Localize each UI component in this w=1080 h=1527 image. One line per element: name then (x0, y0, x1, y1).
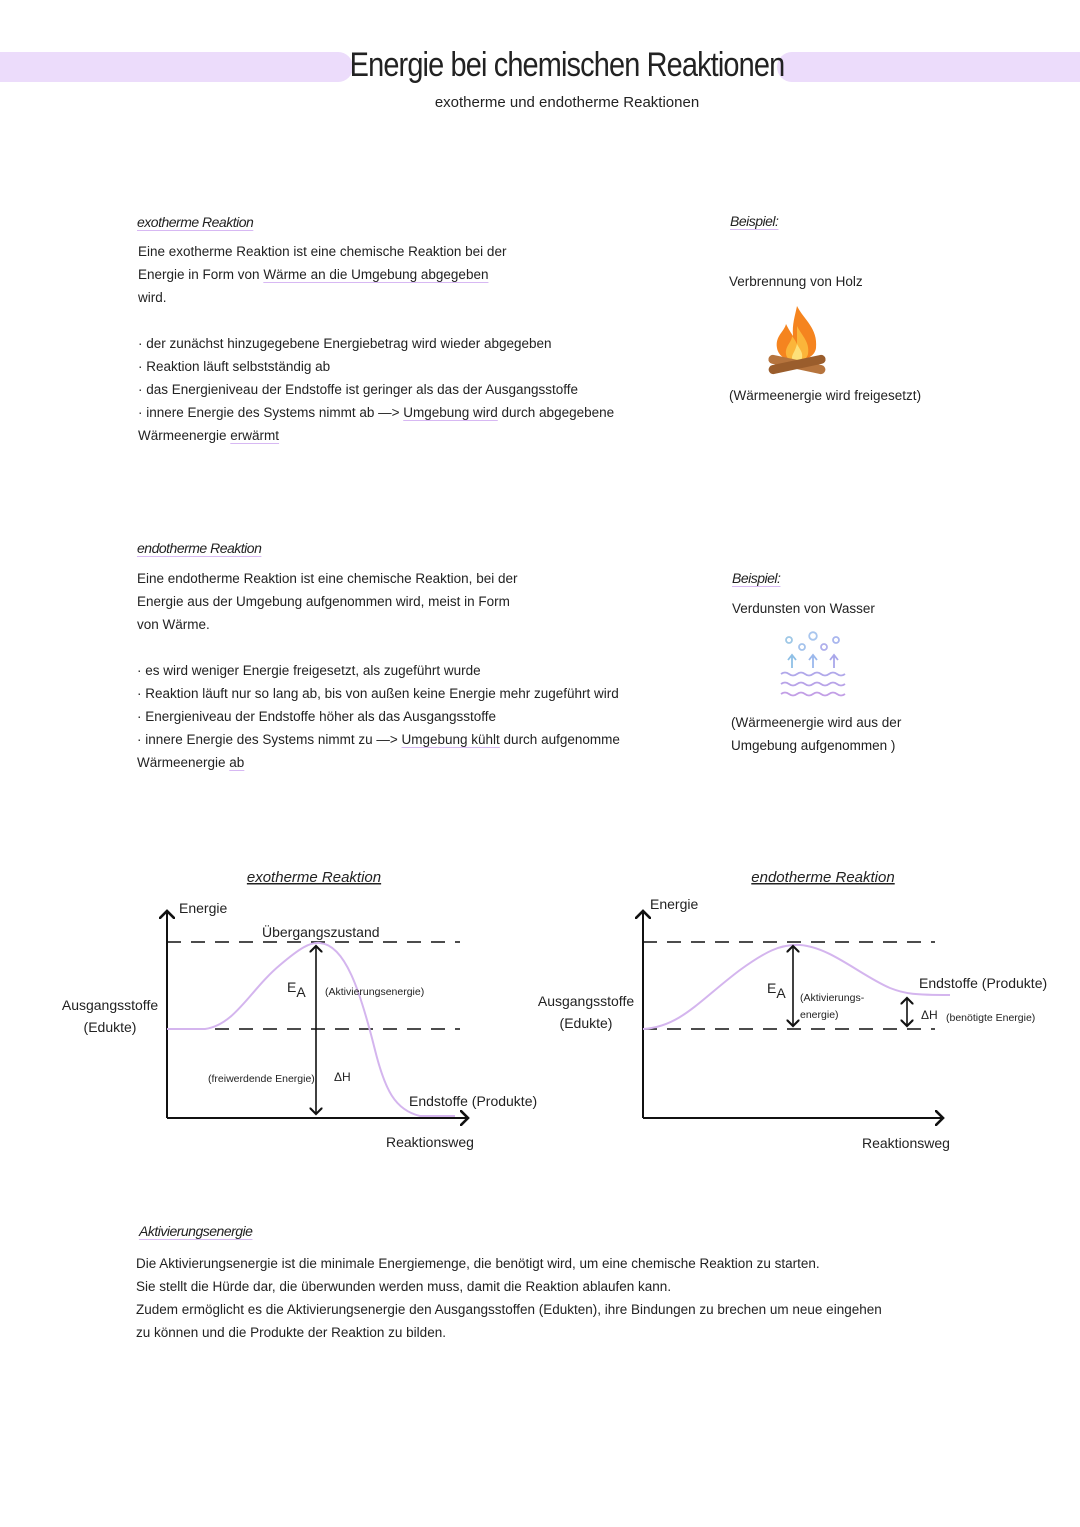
underlined-text: Umgebung wird (403, 405, 498, 420)
exo-x-label: Reaktionsweg (386, 1134, 474, 1150)
endotherm-example-text: Verdunsten von Wasser (732, 601, 875, 616)
text-line (138, 263, 614, 286)
text-segment: · innere Energie des Systems nimmt ab —> (138, 405, 404, 420)
text-line (138, 286, 614, 309)
endo-diagram-title: endotherme Reaktion (751, 869, 895, 886)
note-line: Umgebung aufgenommen ) (731, 738, 896, 753)
exo-y-label: Energie (179, 900, 228, 916)
text-line (138, 355, 614, 378)
text-line (137, 682, 620, 705)
text-line (137, 705, 620, 728)
endo-ea-note-1: (Aktivierungs- (800, 992, 865, 1004)
water-evaporation-icon (776, 628, 850, 702)
exo-ea-note: (Aktivierungsenergie) (325, 986, 425, 998)
exo-transition-label: Übergangszustand (262, 924, 380, 940)
endo-y-label: Energie (650, 896, 699, 912)
activation-line: Zudem ermöglicht es die Aktivierungsenergie den Ausgangsstoffen (Edukten), ihre Bindungen zu brechen um neue eingehen (136, 1302, 882, 1317)
text-line (137, 659, 620, 682)
text-line (138, 240, 614, 263)
underlined-text: Wärme an die Umgebung abgegeben (263, 267, 489, 282)
text-line (138, 309, 614, 332)
exo-dh-label: ΔH (334, 1070, 351, 1084)
text-line (137, 590, 620, 613)
endo-start-label-1: Ausgangsstoffe (537, 993, 635, 1009)
text-segment: · das Energieniveau der Endstoffe ist geringer als das der Ausgangsstoffe (138, 382, 579, 397)
text-line (137, 636, 620, 659)
text-line (138, 401, 614, 424)
exo-start-label-2: (Edukte) (83, 1019, 137, 1035)
endo-end-label: Endstoffe (Produkte) (919, 975, 1048, 991)
text-line (137, 751, 620, 774)
text-segment: Eine endotherme Reaktion ist eine chemische Reaktion, bei der (137, 571, 518, 586)
energy-diagrams (0, 850, 1080, 1170)
text-segment: Energie aus der Umgebung aufgenommen wird, meist in Form (137, 594, 510, 609)
exo-diagram-title: exotherme Reaktion (246, 869, 382, 886)
exotherm-diagram (62, 869, 537, 1150)
text-segment: · innere Energie des Systems nimmt zu —> (137, 732, 402, 747)
underlined-text: Umgebung kühlt (401, 732, 500, 747)
endo-ea-note-2: energie) (800, 1009, 839, 1021)
exotherm-text (138, 240, 614, 447)
text-segment: · Reaktion läuft selbstständig ab (138, 359, 331, 374)
endo-dh-label: ΔH (921, 1008, 938, 1022)
exotherm-example-text: Verbrennung von Holz (729, 274, 863, 289)
endo-dh-note: (benötigte Energie) (946, 1012, 1036, 1024)
text-segment: von Wärme. (137, 617, 210, 632)
text-segment: wird. (138, 290, 167, 305)
endotherm-diagram (538, 869, 1047, 1151)
text-segment: Eine exotherme Reaktion ist eine chemische Reaktion bei der (138, 244, 507, 259)
endo-energy-curve (643, 945, 950, 1029)
activation-line: Die Aktivierungsenergie ist die minimale Energiemenge, die benötigt wird, um eine chemische Reaktion zu starten. (136, 1256, 820, 1271)
page-subtitle: exotherme und endotherme Reaktionen (434, 94, 700, 111)
page-title: Energie bei chemischen Reaktionen (349, 46, 785, 84)
text-line (138, 378, 614, 401)
note-line: (Wärmeenergie wird freigesetzt) (729, 388, 922, 403)
text-line (138, 424, 614, 447)
text-line (137, 613, 620, 636)
endo-start-label-2: (Edukte) (559, 1015, 613, 1031)
exo-end-label: Endstoffe (Produkte) (409, 1093, 538, 1109)
exotherm-heading: exotherme Reaktion (137, 214, 254, 230)
text-segment: Wärmeenergie (137, 755, 230, 770)
text-segment: Energie in Form von (138, 267, 264, 282)
activation-line: Sie stellt die Hürde dar, die überwunden werden muss, damit die Reaktion ablaufen kann. (136, 1279, 672, 1294)
text-segment: · der zunächst hinzugegebene Energiebetrag wird wieder abgegeben (138, 336, 552, 351)
activation-line: zu können und die Produkte der Reaktion zu bilden. (136, 1325, 446, 1340)
campfire-icon (762, 302, 832, 378)
endotherm-heading: endotherme Reaktion (137, 540, 262, 556)
exo-dh-note: (freiwerdende Energie) (208, 1073, 315, 1085)
endo-x-label: Reaktionsweg (862, 1135, 950, 1151)
text-line (137, 728, 620, 751)
text-segment: durch abgegebene (497, 405, 615, 420)
exo-ea-label: EA (287, 979, 306, 1000)
endo-ea-label: EA (767, 980, 786, 1001)
underlined-text: erwärmt (230, 428, 280, 443)
text-segment: durch aufgenomme (499, 732, 620, 747)
text-line (137, 567, 620, 590)
endotherm-example-note (731, 711, 901, 757)
underlined-text: ab (229, 755, 245, 770)
exotherm-example-note (729, 384, 921, 407)
exotherm-example-heading: Beispiel: (730, 213, 779, 229)
text-segment: Wärmeenergie (138, 428, 231, 443)
activation-heading: Aktivierungsenergie (139, 1223, 253, 1239)
endotherm-example-heading: Beispiel: (732, 570, 781, 586)
note-line: (Wärmeenergie wird aus der (731, 715, 902, 730)
text-segment: · es wird weniger Energie freigesetzt, als zugeführt wurde (137, 663, 481, 678)
activation-text (136, 1252, 882, 1344)
text-segment: · Reaktion läuft nur so lang ab, bis von außen keine Energie mehr zugeführt wird (137, 686, 619, 701)
exo-start-label-1: Ausgangsstoffe (61, 997, 159, 1013)
text-segment: · Energieniveau der Endstoffe höher als das Ausgangsstoffe (137, 709, 496, 724)
endotherm-text (137, 567, 620, 774)
text-line (138, 332, 614, 355)
